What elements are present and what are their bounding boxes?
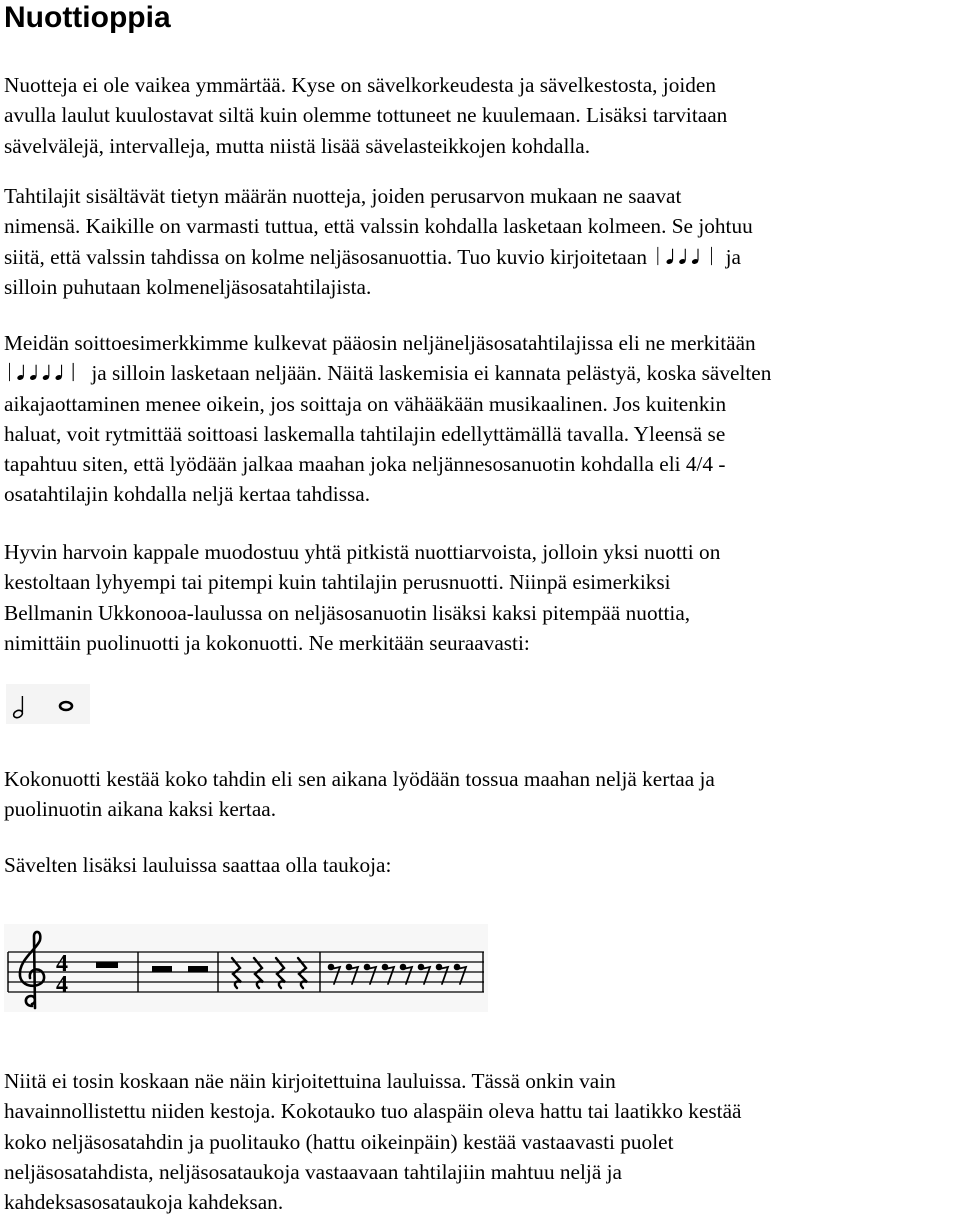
text-line: nimittäin puolinuotti ja kokonuotti. Ne merkitään seuraavasti: xyxy=(4,630,530,655)
text-segment: ja xyxy=(725,244,742,269)
page-title: Nuottioppia xyxy=(4,1,171,34)
text-line: avulla laulut kuulostavat siltä kuin olemme tottuneet ne kuulemaan. Lisäksi tarvitaan xyxy=(4,103,728,128)
whole-note-icon xyxy=(60,702,72,710)
time-signature-denominator: 4 xyxy=(56,972,68,998)
quarter-note-icon xyxy=(42,365,50,381)
half-and-whole-note-figure xyxy=(6,684,90,724)
text-line: Meidän soittoesimerkkimme kulkevat pääosin neljäneljäsosatahtilajissa eli ne merkitään xyxy=(4,331,756,355)
paragraph-whole-note xyxy=(4,764,954,825)
text-line: havainnollistettu niiden kestoja. Kokotauko tuo alaspäin oleva hattu tai laatikko kestää xyxy=(4,1099,742,1124)
text-segment: siitä, että valssin tahdissa on kolme neljäsosanuottia. Tuo kuvio kirjoitetaan xyxy=(4,244,647,269)
half-rest-icon xyxy=(188,966,208,972)
text-line xyxy=(4,358,954,388)
text-line: kestoltaan lyhyempi tai pitempi kuin tahtilajin perusnuotti. Niinpä esimerkiksi xyxy=(4,570,671,595)
whole-rest-icon xyxy=(96,962,118,968)
text-line: Niitä ei tosin koskaan näe näin kirjoitettuina lauluissa. Tässä onkin vain xyxy=(4,1069,616,1093)
quarter-note-icon xyxy=(679,248,687,264)
paragraph-intro xyxy=(4,70,954,161)
time-signature-numerator: 4 xyxy=(56,951,68,977)
text-line: Hyvin harvoin kappale muodostuu yhtä pitkistä nuottiarvoista, jolloin yksi nuotti on xyxy=(4,540,721,564)
text-line: neljäsosatahdista, neljäsosataukoja vastaavaan tahtilajiin mahtuu neljä ja xyxy=(4,1159,622,1184)
quarter-note-icon xyxy=(17,365,25,381)
half-rest-icon xyxy=(152,966,172,972)
text-line: sävelvälejä, intervalleja, mutta niistä lisää sävelasteikkojen kohdalla. xyxy=(4,133,591,158)
paragraph-four-four xyxy=(4,328,954,510)
paragraph-rests-intro xyxy=(4,850,954,880)
text-line: tapahtuu siten, että lyödään jalkaa maahan joka neljännesosanuotin kohdalla eli 4/4 - xyxy=(4,452,726,477)
quarter-note-icon xyxy=(666,248,674,264)
text-line: silloin puhutaan kolmeneljäsosatahtilajista. xyxy=(4,274,372,299)
text-line: nimensä. Kaikille on varmasti tuttua, että valssin kohdalla lasketaan kolmeen. Se johtuu xyxy=(4,214,753,239)
text-line: Nuotteja ei ole vaikea ymmärtää. Kyse on sävelkorkeudesta ja sävelkestosta, joiden xyxy=(4,73,717,97)
quarter-note-icon xyxy=(29,365,37,381)
paragraph-time-signatures xyxy=(4,181,954,302)
four-quarter-measure-icon xyxy=(4,362,86,382)
text-line: Sävelten lisäksi lauluissa saattaa olla taukoja: xyxy=(4,853,392,877)
text-line xyxy=(4,242,954,272)
text-line: haluat, voit rytmittää soittoasi laskemalla tahtilajin edellyttämällä tavalla. Yleensä se xyxy=(4,421,726,446)
paragraph-note-values xyxy=(4,537,954,658)
paragraph-rests-explained xyxy=(4,1066,954,1217)
quarter-note-icon xyxy=(692,248,700,264)
text-line: Tahtilajit sisältävät tietyn määrän nuotteja, joiden perusarvon mukaan ne saavat xyxy=(4,184,682,208)
text-line: osatahtilajin kohdalla neljä kertaa tahdissa. xyxy=(4,482,371,507)
rests-staff-figure xyxy=(4,924,488,1012)
text-line: Kokonuotti kestää koko tahdin eli sen aikana lyödään tossua maahan neljä kertaa ja xyxy=(4,767,715,791)
text-line: puolinuotin aikana kaksi kertaa. xyxy=(4,797,277,822)
text-line: Bellmanin Ukkonooa-laulussa on neljäsosanuotin lisäksi kaksi pitempää nuottia, xyxy=(4,600,691,625)
text-line: kahdeksasosataukoja kahdeksan. xyxy=(4,1190,284,1215)
half-note-icon xyxy=(12,696,23,719)
quarter-note-icon xyxy=(55,365,63,381)
three-quarter-measure-icon xyxy=(652,246,720,266)
text-line: koko neljäsosatahdin ja puolitauko (hattu oikeinpäin) kestää vastaavasti puolet xyxy=(4,1129,674,1154)
text-line: aikajaottaminen menee oikein, jos soittaja on vähääkään musikaalinen. Jos kuitenkin xyxy=(4,391,727,416)
text-segment: ja silloin lasketaan neljään. Näitä laskemisia ei kannata pelästyä, koska sävelten xyxy=(91,361,772,386)
